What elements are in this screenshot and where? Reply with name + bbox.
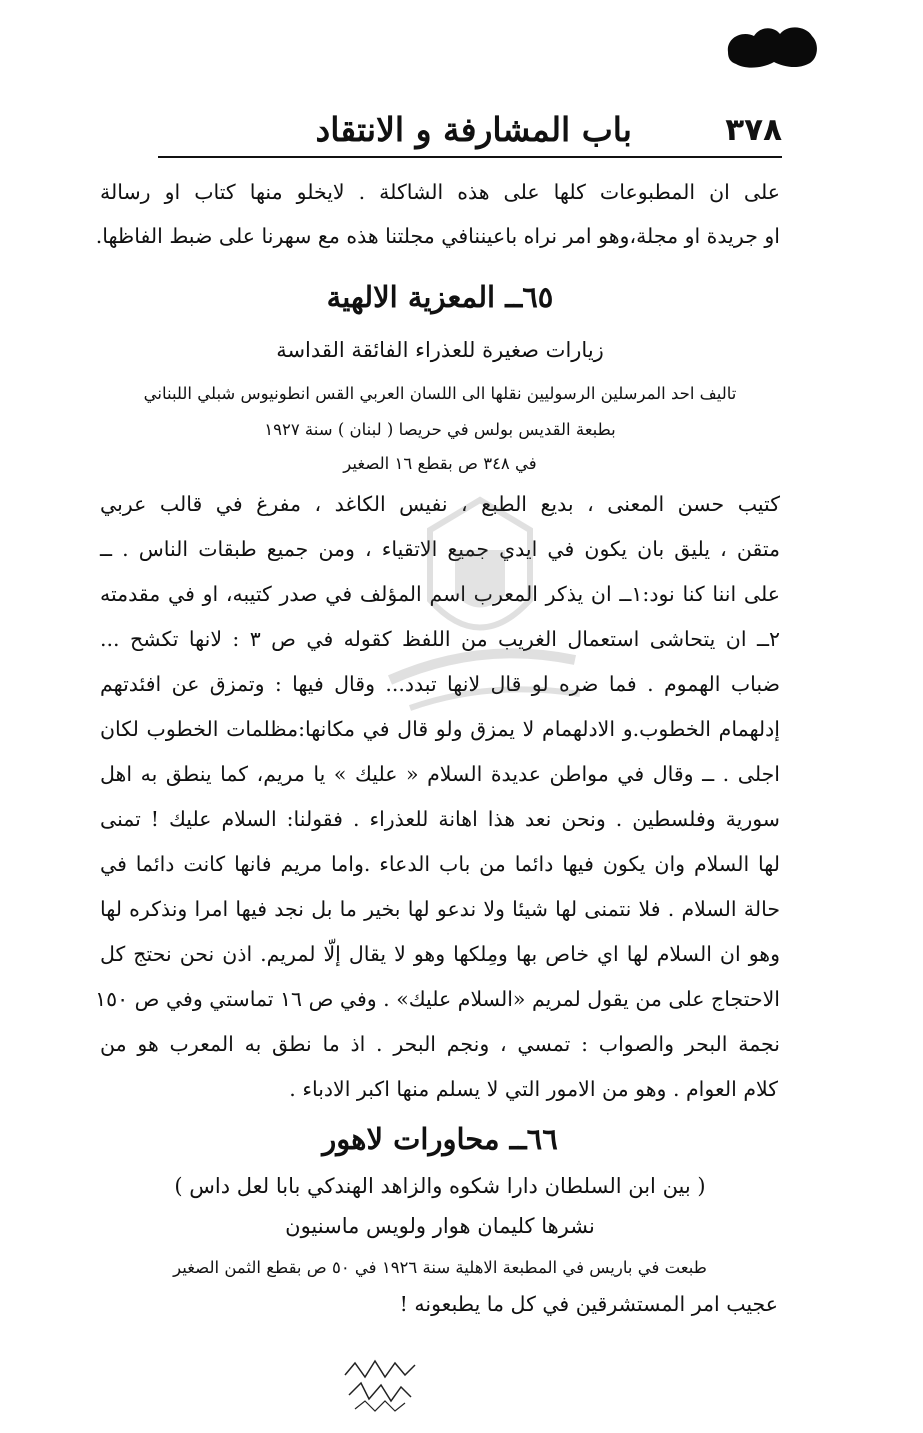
section-65-title: ٦٥ــ المعزية الالهية: [326, 280, 554, 314]
library-seal-watermark: [350, 480, 610, 740]
section-66-body-line: عجيب امر المستشرقين في كل ما يطبعونه !: [399, 1292, 778, 1316]
body-line: ٢ــ ان يتحاشى استعمال الغريب من اللفظ كقوله في ص ٣ : لانها تكشح ...: [100, 627, 780, 651]
body-line: وهو ان السلام لها اي خاص بها ومِلكها وهو لا يقال إلّا لمريم. اذن نحن نحتج كل: [100, 942, 780, 966]
body-line: اجلى . ــ وقال في مواطن عديدة السلام « عليك » يا مريم، كما ينطق به اهل: [100, 762, 780, 786]
body-last-line: كلام العوام . وهو من الامور التي لا يسلم منها اكبر الادباء .: [289, 1077, 778, 1101]
body-line: كتيب حسن المعنى ، بديع الطبع ، نفيس الكاغد ، مفرغ في قالب عربي: [100, 492, 780, 516]
body-line: إدلهمام الخطوب.و الادلهمام لا يمزق ولو قال في مكانها:مظلمات الخطوب لكان: [100, 717, 780, 741]
body-line: حالة السلام . فلا نتمنى لها شيئا ولا ندعو لها بخير ما بل نجد فيها امرا ونذكره لها: [100, 897, 780, 921]
section-66-meta-line: طبعت في باريس في المطبعة الاهلية سنة ١٩٢٦ في ٥٠ ص بقطع الثمن الصغير: [173, 1258, 707, 1277]
body-line: متقن ، يليق بان يكون في ايدي جميع الاتقياء ، ومن جميع طبقات الناس . ــ: [100, 537, 780, 561]
intro-line-2: او جريدة او مجلة،وهو امر نراه باعيننافي مجلتنا هذه مع سهرنا على ضبط الفاظها.: [95, 224, 780, 248]
body-line: ضباب الهموم . فما ضره لو قال لانها تبدد... وقال فيها : وتمزق عن افئدتهم: [100, 672, 780, 696]
page-number: ٣٧٨: [725, 112, 782, 148]
section-65-meta-line-1: تاليف احد المرسلين الرسوليين نقلها الى اللسان العربي القس انطونيوس شبلي اللبناني: [143, 384, 737, 403]
section-66-title: ٦٦ــ محاورات لاهور: [322, 1122, 558, 1156]
body-line: الاحتجاج على من يقول لمريم «السلام عليك» . وفي ص ١٦ تماستي وفي ص ١٥٠: [95, 987, 780, 1011]
section-65-meta-line-3: في ٣٤٨ ص بقطع ١٦ الصغير: [343, 454, 537, 473]
body-line: سورية وفلسطين . ونحن نعد هذا اهانة للعذراء . فقولنا: السلام عليك ! تمنى: [100, 807, 780, 831]
section-66-subtitle: ( بين ابن السلطان دارا شكوه والزاهد الهندكي بابا لعل داس ): [174, 1174, 706, 1198]
section-65-meta-line-2: بطبعة القديس بولس في حريصا ( لبنان ) سنة ١٩٢٧: [264, 420, 616, 439]
page-header: [158, 108, 782, 158]
body-line: على اننا كنا نود:١ــ ان يذكر المعرب اسم المؤلف في صدر كتيبه، او في مقدمته: [100, 582, 780, 606]
running-title: باب المشارفة و الانتقاد: [315, 110, 632, 149]
end-flourish-ornament: [335, 1355, 425, 1415]
body-line: نجمة البحر والصواب : تمسي ، ونجم البحر . اذ ما نطق به المعرب هو من: [100, 1032, 780, 1056]
section-66-editors: نشرها كليمان هوار ولويس ماسنيون: [285, 1214, 595, 1238]
intro-line-1: على ان المطبوعات كلها على هذه الشاكلة . لايخلو منها كتاب او رسالة: [100, 180, 780, 204]
body-line: لها السلام وان يكون فيها دائما من باب الدعاء .واما مريم فانها كانت دائما في: [100, 852, 780, 876]
ink-blot-ornament: [722, 22, 822, 72]
section-65-subtitle: زيارات صغيرة للعذراء الفائقة القداسة: [276, 338, 604, 362]
